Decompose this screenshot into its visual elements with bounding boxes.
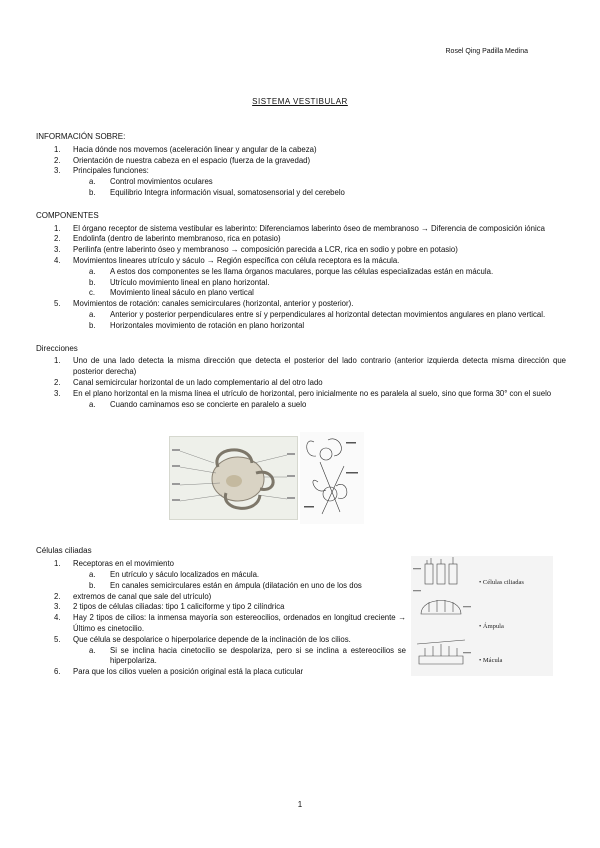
list-item: 2. Orientación de nuestra cabeza en el espacio (fuerza de la gravedad) bbox=[54, 155, 311, 165]
inner-ear-sketch-figure bbox=[300, 432, 364, 524]
page-number: 1 bbox=[297, 800, 303, 809]
sub-list-item: a. A estos dos componentes se les llama órganos maculares, porque las células especializadas están en mácula. bbox=[89, 266, 494, 276]
list-item: 3. En el plano horizontal en la misma línea el utrículo de horizontal, pero inicialmente no es paralela al suelo, sino que forma 30° con el suelo a. Cuando caminamos eso se concierte en paralelo a suelo bbox=[36, 389, 566, 411]
sub-list-item: b. En canales semicirculares están en ámpula (dilatación en uno de los dos bbox=[89, 580, 362, 590]
list-item: 4. Movimientos lineares utrículo y sáculo → Región específica con célula receptora es la mácula. a. A estos dos componentes se les llama órganos maculares, porque las células especializadas están en mácula. b. Utrículo movimiento lineal en plano horizontal. c. Movimiento lineal sáculo en plano vertical bbox=[36, 256, 566, 299]
sub-list-item: a. En utrículo y sáculo localizados en mácula. bbox=[89, 569, 260, 579]
list-item: 3. Principales funciones: a. Control movimientos oculares b. Equilibrio Integra información visual, somatosensorial y del cerebelo bbox=[36, 166, 566, 198]
section-heading: Direcciones bbox=[36, 343, 78, 353]
sub-list-item: a. Si se inclina hacia cinetocilio se despolariza, pero si se inclina a estereocilios se hiperpolariza. bbox=[89, 645, 406, 666]
sub-list-item: a. Control movimientos oculares bbox=[89, 177, 213, 187]
sub-list-item: a. Cuando caminamos eso se concierte en paralelo a suelo bbox=[89, 399, 307, 409]
section-heading: COMPONENTES bbox=[36, 210, 99, 220]
list-item: 2. Canal semicircular horizontal de un lado complementario al del otro lado bbox=[54, 377, 323, 387]
list-item: 3. 2 tipos de células ciliadas: tipo 1 caliciforme y tipo 2 cilíndrica bbox=[54, 602, 285, 612]
vestibular-labyrinth-figure bbox=[169, 436, 298, 520]
list-item: 1. Hacia dónde nos movemos (aceleración linear y angular de la cabeza) bbox=[54, 144, 317, 154]
sub-list-item: c. Movimiento lineal sáculo en plano vertical bbox=[89, 288, 254, 298]
section-heading: Células ciliadas bbox=[36, 546, 92, 556]
list-item: 1. Uno de una lado detecta la misma dirección que detecta el posterior del lado contrario (anterior izquierda detecta misma dirección que posterior derecha) bbox=[54, 356, 566, 377]
figure-label: • Células ciliadas bbox=[479, 579, 524, 587]
sub-list-item: b. Equilibrio Integra información visual, somatosensorial y del cerebelo bbox=[89, 187, 345, 197]
section-cilias bbox=[36, 546, 566, 678]
list-item: 2. extremos de canal que sale del utrículo) bbox=[54, 591, 212, 601]
author-name: Rosel Qing Padilla Medina bbox=[445, 48, 528, 55]
list-item: 6. Para que los cilios vuelen a posición original está la placa cuticular bbox=[54, 667, 304, 677]
list-item: 2. Endolinfa (dentro de laberinto membranoso, rica en potasio) bbox=[54, 234, 281, 244]
section-info bbox=[36, 132, 566, 199]
list-item: 5. Movimientos de rotación: canales semicirculares (horizontal, anterior y posterior). a. Anterior y posterior perpendiculares entre sí y perpendiculares al horizontal detectan movimientos angulares en plano vertical. b. Horizontales movimiento de rotación en plano horizontal bbox=[36, 299, 566, 331]
sub-list-item: b. Utrículo movimiento lineal en plano horizontal. bbox=[89, 277, 270, 287]
figure-label: • Mácula bbox=[479, 657, 503, 665]
sub-list-item: a. Anterior y posterior perpendiculares entre sí y perpendiculares al horizontal detectan movimientos angulares en plano vertical. bbox=[89, 309, 546, 319]
sub-list-item: b. Horizontales movimiento de rotación en plano horizontal bbox=[89, 320, 305, 330]
list-item: 3. Perilinfa (entre laberinto óseo y membranoso → composición parecida a LCR, rica en sodio y pobre en potasio) bbox=[54, 245, 458, 255]
section-direcciones bbox=[36, 344, 566, 411]
hair-cells-figure bbox=[411, 556, 553, 676]
list-item: 1. El órgano receptor de sistema vestibular es laberinto: Diferenciamos laberinto óseo de membranoso → Diferencia de composición iónica bbox=[54, 223, 545, 233]
list-item: 5. Que célula se despolarice o hiperpolarice depende de la inclinación de los cilios. a. Si se inclina hacia cinetocilio se despolariza, pero si se inclina a estereocilios se hiperpolariza. bbox=[54, 634, 406, 666]
section-componentes bbox=[36, 211, 566, 332]
document-body bbox=[36, 132, 566, 678]
figures-row bbox=[36, 428, 566, 546]
document-title: SISTEMA VESTIBULAR bbox=[252, 97, 348, 106]
figure-label: • Ámpula bbox=[479, 623, 504, 631]
list-item: 1. Receptoras en el movimiento a. En utrículo y sáculo localizados en mácula. b. En canales semicirculares están en ámpula (dilatación en uno de los dos bbox=[36, 559, 406, 591]
list-item: 4. Hay 2 tipos de cilios: la inmensa mayoría son estereocilios, ordenados en longitud creciente → Último es cinetocilio. bbox=[54, 613, 406, 633]
section-heading: INFORMACIÓN SOBRE: bbox=[36, 132, 126, 141]
